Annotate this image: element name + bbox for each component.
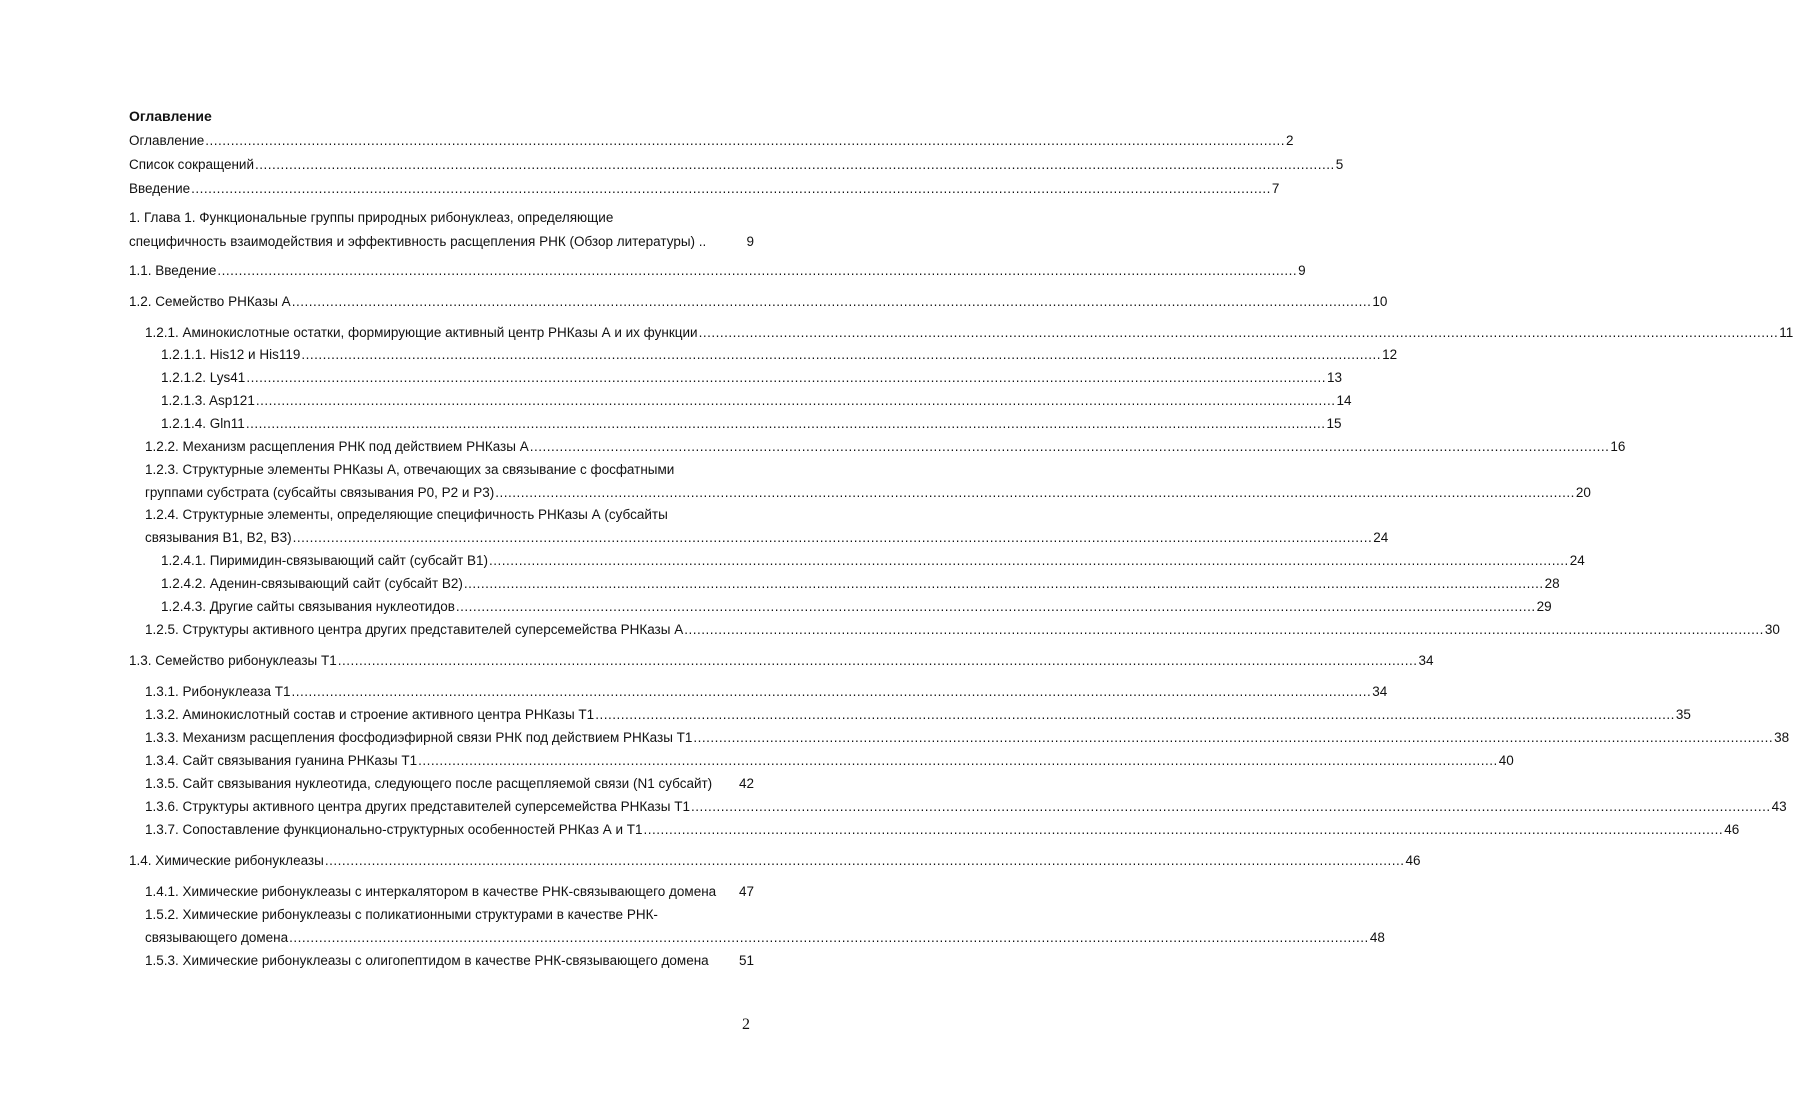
toc-entry[interactable] (161, 551, 1585, 571)
leader-dots (595, 705, 1675, 725)
toc-entry[interactable] (145, 682, 1388, 702)
toc-entry[interactable] (145, 437, 1626, 457)
toc-heading: Оглавление (129, 108, 212, 124)
toc-entry-title: 1.2. Семейство РНКазы А (129, 294, 291, 309)
toc-entry[interactable] (129, 179, 1280, 199)
leader-dots (699, 323, 1779, 343)
toc-entry-title: 1.4.1. Химические рибонуклеазы с интеркалятором в качестве РНК-связывающего домена (145, 884, 717, 899)
toc-entry[interactable] (129, 292, 1388, 312)
toc-entry-title: специфичность взаимодействия и эффективность расщепления РНК (Обзор литературы) .. (129, 234, 707, 249)
leader-dots (464, 574, 1544, 594)
leader-dots (256, 391, 1336, 411)
leader-dots (289, 928, 1369, 948)
toc-entry-page: 5 (1335, 157, 1344, 172)
toc-entry-title: 1.2.1.3. Asp121 (161, 393, 255, 408)
toc-entry-page: 40 (1498, 753, 1514, 768)
toc-entry-page: 51 (738, 953, 754, 968)
toc-entry[interactable] (129, 232, 754, 252)
toc-entry-title-line1[interactable]: 1.2.4. Структурные элементы, определяющие специфичность РНКазы А (субсайты (145, 507, 668, 522)
leader-dots (495, 483, 1575, 503)
toc-entry[interactable] (145, 951, 754, 971)
toc-entry-page: 38 (1774, 730, 1790, 745)
toc-entry[interactable] (161, 368, 1343, 388)
toc-entry[interactable] (145, 928, 1385, 948)
leader-dots (301, 345, 1381, 365)
toc-entry-page: 42 (738, 776, 754, 791)
toc-entry-title-line1[interactable]: 1.2.3. Структурные элементы РНКазы А, отвечающих за связывание с фосфатными (145, 462, 675, 477)
toc-entry-page: 7 (1271, 181, 1280, 196)
leader-dots (684, 620, 1764, 640)
toc-entry-title: 1.3.1. Рибонуклеаза Т1 (145, 684, 291, 699)
toc-entry-title: 1.3.6. Структуры активного центра других представителей суперсемейства РНКазы Т1 (145, 799, 690, 814)
toc-entry-title: 1.2.4.3. Другие сайты связывания нуклеотидов (161, 599, 455, 614)
toc-entry-title: Список сокращений (129, 157, 255, 172)
leader-dots (418, 751, 1498, 771)
toc-entry-page: 30 (1764, 622, 1780, 637)
toc-entry[interactable] (145, 774, 754, 794)
toc-entry-title: 1.3.5. Сайт связывания нуклеотида, следующего после расщепляемой связи (N1 субсайт) (145, 776, 713, 791)
toc-entry-page: 20 (1575, 485, 1591, 500)
toc-entry[interactable] (129, 851, 1421, 871)
toc-entry-page: 43 (1771, 799, 1787, 814)
leader-dots (489, 551, 1569, 571)
leader-dots (191, 179, 1271, 199)
toc-entry[interactable] (145, 820, 1740, 840)
toc-entry-page: 46 (1405, 853, 1421, 868)
leader-dots (246, 368, 1326, 388)
toc-entry[interactable] (145, 882, 754, 902)
toc-entry[interactable] (145, 483, 1591, 503)
toc-entry[interactable] (145, 797, 1787, 817)
toc-entry-title-line1[interactable]: 1.5.2. Химические рибонуклеазы с поликатионными структурами в качестве РНК- (145, 907, 658, 922)
toc-entry-page: 24 (1373, 530, 1389, 545)
toc-entry-page: 11 (1779, 325, 1793, 340)
toc-entry-title: связывания B1, B2, B3) (145, 530, 292, 545)
leader-dots (325, 851, 1405, 871)
toc-entry-title: 1.3.4. Сайт связывания гуанина РНКазы Т1 (145, 753, 418, 768)
leader-dots (255, 155, 1335, 175)
toc-entry[interactable] (161, 391, 1352, 411)
leader-dots (293, 528, 1373, 548)
toc-entry-title-line1[interactable]: 1. Глава 1. Функциональные группы природных рибонуклеаз, определяющие (129, 210, 614, 225)
toc-entry-title: 1.2.1.4. Gln11 (161, 416, 245, 431)
toc-entry-title: Введение (129, 181, 191, 196)
toc-entry-page: 34 (1418, 653, 1434, 668)
toc-entry[interactable] (161, 345, 1398, 365)
toc-entry-title: 1.3.2. Аминокислотный состав и строение активного центра РНКазы Т1 (145, 707, 595, 722)
leader-dots (693, 728, 1773, 748)
toc-entry-page: 16 (1610, 439, 1626, 454)
toc-entry-title: 1.3.7. Сопоставление функционально-структурных особенностей РНКаз А и Т1 (145, 822, 643, 837)
toc-entry-title: 1.3.3. Механизм расщепления фосфодиэфирной связи РНК под действием РНКазы Т1 (145, 730, 693, 745)
toc-entry[interactable] (129, 131, 1294, 151)
toc-entry-title: 1.2.4.2. Аденин-связывающий сайт (субсайт B2) (161, 576, 463, 591)
toc-entry-page: 13 (1327, 370, 1343, 385)
leader-dots (217, 261, 1297, 281)
leader-dots (292, 292, 1372, 312)
toc-entry-page: 48 (1369, 930, 1385, 945)
toc-entry-page: 28 (1544, 576, 1560, 591)
toc-entry-title: 1.2.4.1. Пиримидин-связывающий сайт (субсайт B1) (161, 553, 489, 568)
leader-dots (456, 597, 1536, 617)
leader-dots (246, 414, 1326, 434)
toc-entry-page: 9 (746, 234, 754, 249)
toc-entry[interactable] (129, 155, 1344, 175)
toc-entry-page: 35 (1675, 707, 1691, 722)
toc-entry-page: 47 (738, 884, 754, 899)
toc-entry-page: 14 (1336, 393, 1352, 408)
toc-entry[interactable] (145, 528, 1389, 548)
toc-entry[interactable] (161, 414, 1342, 434)
toc-entry-title: 1.2.1. Аминокислотные остатки, формирующие активный центр РНКазы А и их функции (145, 325, 698, 340)
toc-entry[interactable] (145, 705, 1691, 725)
toc-entry-title: 1.4. Химические рибонуклеазы (129, 853, 324, 868)
toc-entry[interactable] (145, 751, 1514, 771)
toc-entry-title: 1.2.5. Структуры активного центра других представителей суперсемейства РНКазы А (145, 622, 684, 637)
toc-entry[interactable] (161, 574, 1560, 594)
toc-entry-title: 1.3. Семейство рибонуклеазы Т1 (129, 653, 337, 668)
toc-entry-page: 9 (1298, 263, 1306, 278)
leader-dots (292, 682, 1372, 702)
toc-entry-page: 34 (1372, 684, 1388, 699)
toc-entry[interactable] (145, 620, 1780, 640)
page-number: 2 (742, 1016, 750, 1033)
toc-entry[interactable] (145, 728, 1790, 748)
toc-entry-title: группами субстрата (субсайты связывания P0, P2 и P3) (145, 485, 495, 500)
toc-entry-page: 12 (1382, 347, 1398, 362)
toc-entry[interactable] (129, 261, 1306, 281)
leader-dots (691, 797, 1771, 817)
leader-dots (644, 820, 1724, 840)
toc-entry-page: 46 (1724, 822, 1740, 837)
leader-dots (338, 651, 1418, 671)
toc-entry-page: 24 (1569, 553, 1585, 568)
toc-entry-page: 10 (1372, 294, 1388, 309)
toc-entry-page: 15 (1326, 416, 1342, 431)
leader-dots (530, 437, 1610, 457)
toc-entry[interactable] (145, 323, 1793, 343)
toc-entry-title: 1.2.1.2. Lys41 (161, 370, 246, 385)
toc-entry-title: 1.2.1.1. His12 и His119 (161, 347, 301, 362)
toc-entry-title: Оглавление (129, 133, 205, 148)
toc-entry[interactable] (129, 651, 1434, 671)
toc-entry-title: 1.1. Введение (129, 263, 217, 278)
toc-entry-title: связывающего домена (145, 930, 289, 945)
toc-entry-page: 2 (1285, 133, 1294, 148)
toc-entry-page: 29 (1536, 599, 1552, 614)
leader-dots (205, 131, 1285, 151)
toc-entry[interactable] (161, 597, 1552, 617)
toc-entry-title: 1.2.2. Механизм расщепления РНК под действием РНКазы А (145, 439, 529, 454)
toc-entry-title: 1.5.3. Химические рибонуклеазы с олигопептидом в качестве РНК-связывающего домена (145, 953, 709, 968)
